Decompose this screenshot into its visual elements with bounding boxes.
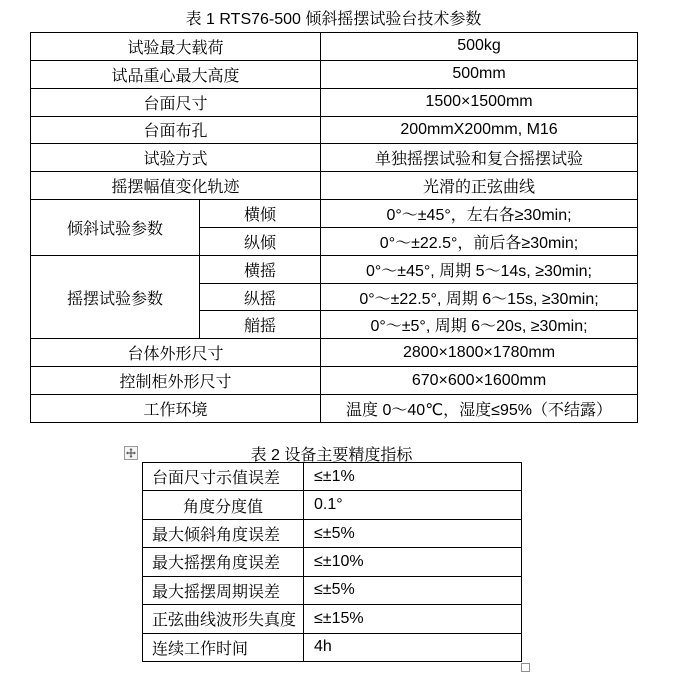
sub-label-cell: 横摇 bbox=[200, 255, 321, 283]
row-label-cell: 台面布孔 bbox=[31, 116, 321, 144]
table-row bbox=[31, 144, 638, 172]
table-row bbox=[31, 394, 638, 422]
table-row bbox=[143, 548, 522, 576]
row-value-cell: ≤±5% bbox=[304, 576, 522, 604]
table-row bbox=[31, 367, 638, 395]
sub-label-cell: 纵倾 bbox=[200, 227, 321, 255]
row-label-cell: 最大摇摆周期误差 bbox=[143, 576, 304, 604]
table-row bbox=[31, 255, 638, 283]
table-row bbox=[143, 633, 522, 661]
table-row bbox=[31, 60, 638, 88]
move-arrows-icon bbox=[126, 448, 136, 458]
table-row bbox=[31, 88, 638, 116]
table-row bbox=[31, 200, 638, 228]
row-label-cell: 正弦曲线波形失真度 bbox=[143, 605, 304, 633]
row-value-cell: 温度 0～40℃，湿度≤95%（不结露） bbox=[321, 394, 638, 422]
group-label-cell: 摇摆试验参数 bbox=[31, 255, 200, 339]
row-value-cell: 0°～±5°, 周期 6～20s, ≥30min; bbox=[321, 311, 638, 339]
row-value-cell: 670×600×1600mm bbox=[321, 367, 638, 395]
row-value-cell: 500mm bbox=[321, 60, 638, 88]
row-label-cell: 台体外形尺寸 bbox=[31, 339, 321, 367]
row-label-cell: 角度分度值 bbox=[143, 491, 304, 519]
row-value-cell: 0°～±22.5°，前后各≥30min; bbox=[321, 227, 638, 255]
table1-title: 表 1 RTS76-500 倾斜摇摆试验台技术参数 bbox=[185, 11, 482, 28]
row-value-cell: 0°～±45°, 周期 5～14s, ≥30min; bbox=[321, 255, 638, 283]
sub-label-cell: 纵摇 bbox=[200, 283, 321, 311]
row-value-cell: 200mmX200mm, M16 bbox=[321, 116, 638, 144]
row-value-cell: 4h bbox=[304, 633, 522, 661]
row-value-cell: ≤±5% bbox=[304, 519, 522, 547]
table-row bbox=[143, 605, 522, 633]
table1-tech-params bbox=[30, 32, 638, 423]
row-value-cell: 单独摇摆试验和复合摇摆试验 bbox=[321, 144, 638, 172]
row-label-cell: 工作环境 bbox=[31, 394, 321, 422]
table-row bbox=[143, 463, 522, 491]
table-row bbox=[143, 491, 522, 519]
sub-label-cell: 横倾 bbox=[200, 200, 321, 228]
row-value-cell: 0°～±45°，左右各≥30min; bbox=[321, 200, 638, 228]
row-value-cell: ≤±15% bbox=[304, 605, 522, 633]
group-label-cell: 倾斜试验参数 bbox=[31, 200, 200, 256]
table2-precision-specs bbox=[142, 462, 522, 662]
row-label-cell: 连续工作时间 bbox=[143, 633, 304, 661]
table-row bbox=[31, 116, 638, 144]
row-value-cell: 500kg bbox=[321, 33, 638, 61]
table-row bbox=[31, 33, 638, 61]
table2-title: 表 2 设备主要精度指标 bbox=[250, 447, 413, 464]
row-value-cell: 0.1° bbox=[304, 491, 522, 519]
row-label-cell: 试验最大载荷 bbox=[31, 33, 321, 61]
table-row bbox=[31, 339, 638, 367]
row-value-cell: 1500×1500mm bbox=[321, 88, 638, 116]
row-value-cell: 0°～±22.5°, 周期 6～15s, ≥30min; bbox=[321, 283, 638, 311]
sub-label-cell: 艏摇 bbox=[200, 311, 321, 339]
table-row bbox=[31, 172, 638, 200]
row-label-cell: 最大摇摆角度误差 bbox=[143, 548, 304, 576]
row-label-cell: 台面尺寸 bbox=[31, 88, 321, 116]
row-label-cell: 最大倾斜角度误差 bbox=[143, 519, 304, 547]
row-value-cell: ≤±10% bbox=[304, 548, 522, 576]
table2-move-handle[interactable] bbox=[124, 446, 138, 460]
table-row bbox=[143, 519, 522, 547]
row-value-cell: 2800×1800×1780mm bbox=[321, 339, 638, 367]
row-value-cell: ≤±1% bbox=[304, 463, 522, 491]
row-label-cell: 摇摆幅值变化轨迹 bbox=[31, 172, 321, 200]
row-label-cell: 试品重心最大高度 bbox=[31, 60, 321, 88]
row-value-cell: 光滑的正弦曲线 bbox=[321, 172, 638, 200]
row-label-cell: 控制柜外形尺寸 bbox=[31, 367, 321, 395]
row-label-cell: 试验方式 bbox=[31, 144, 321, 172]
row-label-cell: 台面尺寸示值误差 bbox=[143, 463, 304, 491]
table-row bbox=[143, 576, 522, 604]
table2-resize-handle[interactable] bbox=[521, 663, 530, 672]
